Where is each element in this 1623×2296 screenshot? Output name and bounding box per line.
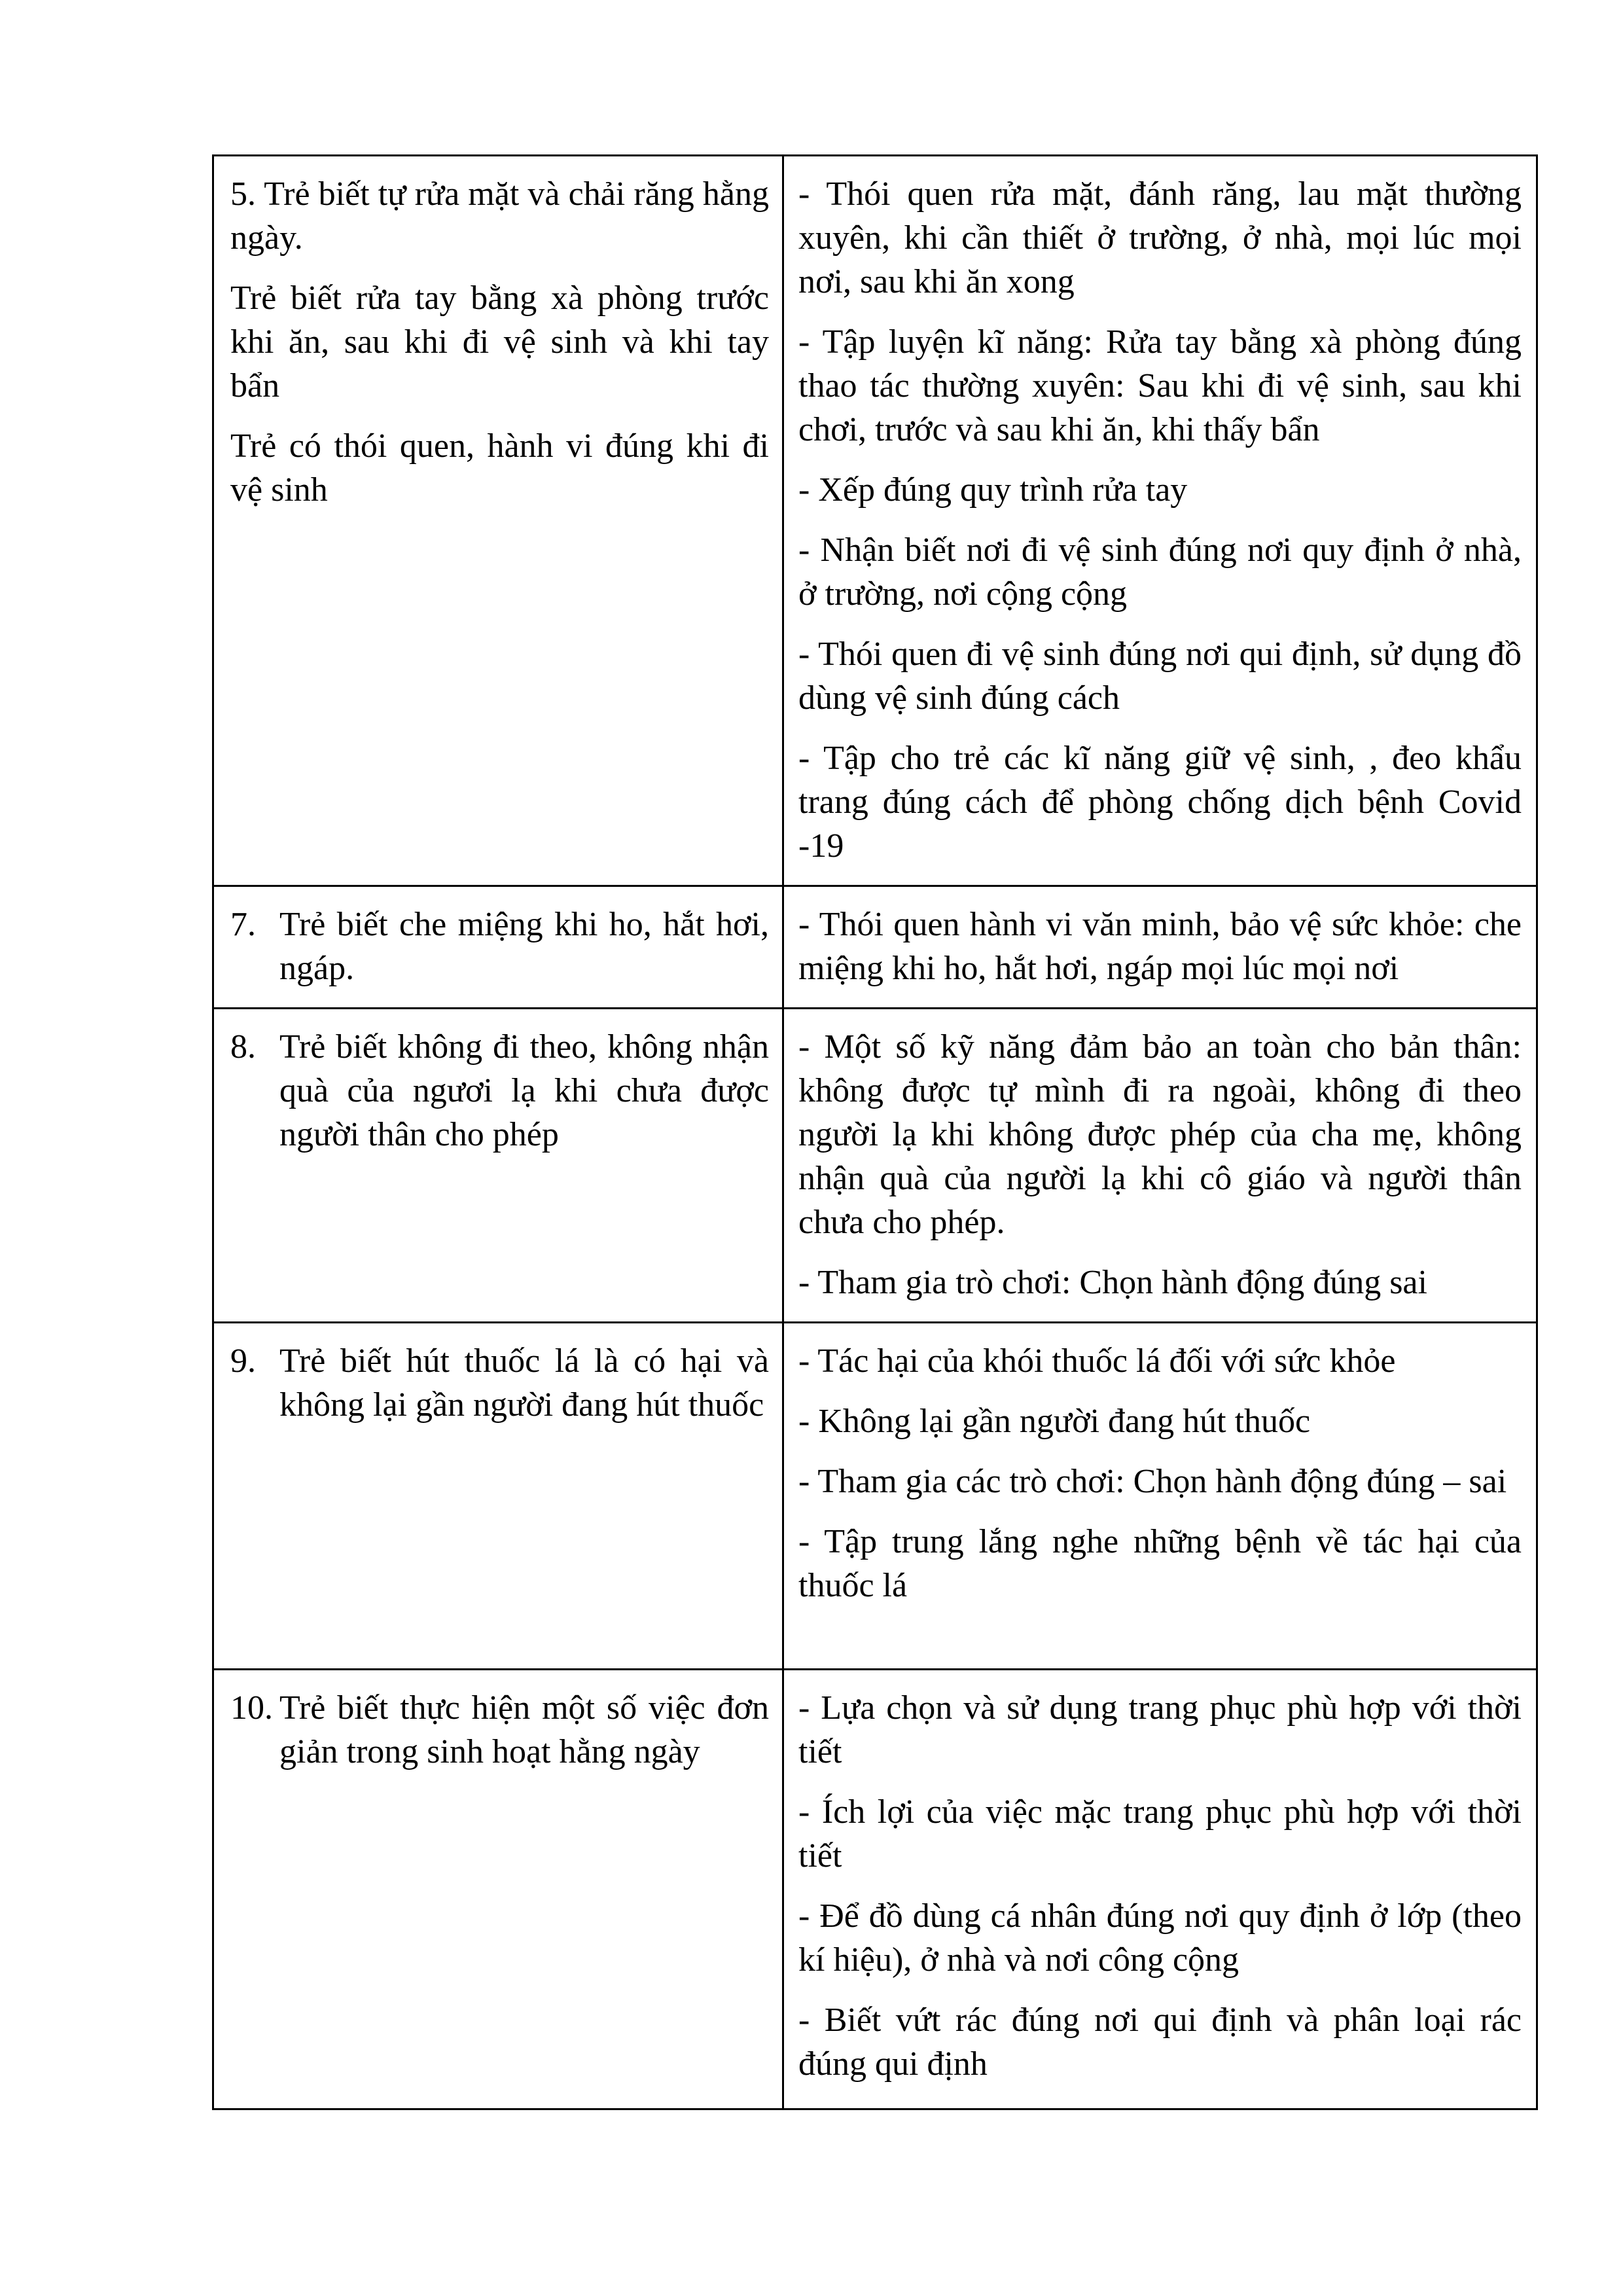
goal-text: Trẻ biết rửa tay bằng xà phòng trước khi ăn, sau khi đi vệ sinh và khi tay bẩn xyxy=(230,279,769,404)
content-cell xyxy=(783,1323,1537,1670)
content-item: - Thói quen đi vệ sinh đúng nơi qui định, sử dụng đồ dùng vệ sinh đúng cách xyxy=(798,636,1522,717)
table-row xyxy=(213,1323,1537,1670)
content-item: - Để đồ dùng cá nhân đúng nơi quy định ở lớp (theo kí hiệu), ở nhà và nơi công cộng xyxy=(798,1897,1522,1979)
goal-text: Trẻ có thói quen, hành vi đúng khi đi vệ sinh xyxy=(230,427,769,509)
content-item: - Lựa chọn và sử dụng trang phục phù hợp với thời tiết xyxy=(798,1689,1522,1770)
content-item: - Nhận biết nơi đi vệ sinh đúng nơi quy định ở nhà, ở trường, nơi cộng cộng xyxy=(798,531,1522,613)
content-table xyxy=(212,154,1538,2110)
content-item: - Biết vứt rác đúng nơi qui định và phân loại rác đúng qui định xyxy=(798,2001,1522,2083)
table-row xyxy=(213,1009,1537,1323)
content-cell xyxy=(783,886,1537,1009)
table-row xyxy=(213,156,1537,886)
goal-cell xyxy=(213,1009,783,1323)
goal-text: Trẻ biết hút thuốc lá là có hại và không lại gần người đang hút thuốc xyxy=(279,1342,769,1424)
content-item: - Tập luyện kĩ năng: Rửa tay bằng xà phòng đúng thao tác thường xuyên: Sau khi đi vệ sinh, sau khi chơi, trước và sau khi ăn, khi thấy bẩn xyxy=(798,323,1522,448)
goal-text: Trẻ biết không đi theo, không nhận quà của ngươi lạ khi chưa được người thân cho phép xyxy=(279,1028,769,1153)
content-item: - Tác hại của khói thuốc lá đối với sức khỏe xyxy=(798,1342,1396,1380)
content-item: - Ích lợi của việc mặc trang phục phù hợp với thời tiết xyxy=(798,1793,1522,1874)
goal-cell xyxy=(213,886,783,1009)
goal-text: Trẻ biết che miệng khi ho, hắt hơi, ngáp. xyxy=(279,906,769,987)
table-row xyxy=(213,1670,1537,2109)
content-cell xyxy=(783,1670,1537,2109)
content-cell xyxy=(783,156,1537,886)
goal-item xyxy=(230,1339,769,1427)
content-cell xyxy=(783,1009,1537,1323)
goal-number: 9. xyxy=(230,1342,256,1380)
goal-number: 10. xyxy=(230,1689,273,1727)
goal-item xyxy=(230,1025,769,1157)
goal-cell xyxy=(213,156,783,886)
content-item: - Tập cho trẻ các kĩ năng giữ vệ sinh, , đeo khẩu trang đúng cách để phòng chống dịch bệnh Covid -19 xyxy=(798,740,1522,865)
content-item: - Xếp đúng quy trình rửa tay xyxy=(798,471,1188,509)
content-item: - Một số kỹ năng đảm bảo an toàn cho bản thân: không được tự mình đi ra ngoài, không đi theo người lạ khi không được phép của cha mẹ, không nhận quà của người lạ khi cô giáo và người thân chưa cho phép. xyxy=(798,1028,1522,1241)
table-row xyxy=(213,886,1537,1009)
goal-number: 8. xyxy=(230,1028,256,1066)
goal-item xyxy=(230,903,769,990)
content-item: - Tham gia trò chơi: Chọn hành động đúng sai xyxy=(798,1264,1427,1301)
goal-number: 7. xyxy=(230,906,256,943)
goal-item xyxy=(230,1686,769,1774)
content-item: - Tập trung lắng nghe những bệnh về tác hại của thuốc lá xyxy=(798,1523,1522,1604)
goal-cell xyxy=(213,1323,783,1670)
content-item: - Không lại gần người đang hút thuốc xyxy=(798,1403,1311,1440)
goal-cell xyxy=(213,1670,783,2109)
goal-text: Trẻ biết thực hiện một số việc đơn giản trong sinh hoạt hằng ngày xyxy=(279,1689,769,1770)
goal-text: 5. Trẻ biết tự rửa mặt và chải răng hằng ngày. xyxy=(230,175,769,257)
content-item: - Thói quen hành vi văn minh, bảo vệ sức khỏe: che miệng khi ho, hắt hơi, ngáp mọi lúc mọi nơi xyxy=(798,906,1522,987)
content-item: - Thói quen rửa mặt, đánh răng, lau mặt thường xuyên, khi cần thiết ở trường, ở nhà, mọi lúc mọi nơi, sau khi ăn xong xyxy=(798,175,1522,300)
content-item: - Tham gia các trò chơi: Chọn hành động đúng – sai xyxy=(798,1463,1507,1500)
